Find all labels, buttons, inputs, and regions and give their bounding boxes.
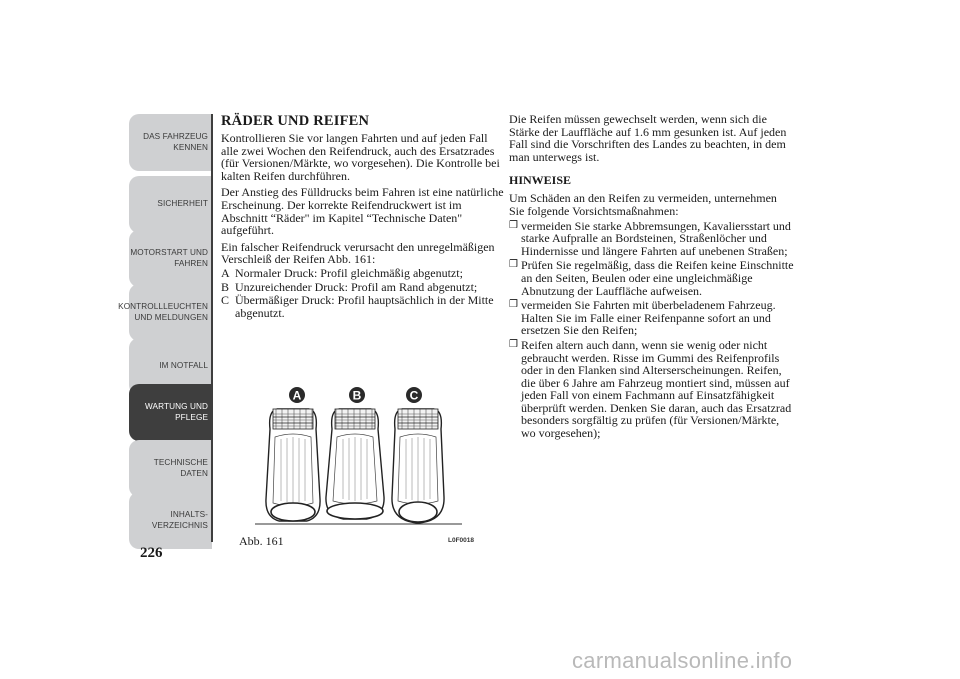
bullet-item [509, 259, 794, 297]
paragraph: Um Schäden an den Reifen zu vermeiden, unternehmen Sie folgende Vorsichtsmaßnahmen: [509, 191, 777, 218]
tab-im-notfall[interactable]: IM NOTFALL [129, 338, 212, 395]
watermark: carmanualsonline.info [572, 648, 793, 673]
bullet-text: vermeiden Sie Fahrten mit überbeladenem Fahrzeug. Halten Sie im Falle einer Reifenpanne sofort an und ersetzen Sie den Reifen; [521, 298, 776, 338]
tab-inhaltsverzeichnis[interactable]: INHALTS- VERZEICHNIS [129, 492, 212, 549]
tab-motorstart-und-fahren[interactable]: MOTORSTART UND FAHREN [129, 230, 212, 287]
bullet-item [509, 299, 794, 337]
list-item-text: Übermäßiger Druck: Profil hauptsächlich in der Mitte abgenutzt. [235, 293, 494, 320]
list-item-text: Normaler Druck: Profil gleichmäßig abgenutzt; [235, 265, 463, 280]
section-heading: RÄDER UND REIFEN [221, 113, 370, 129]
tire-wear-figure [237, 381, 475, 533]
chapter-sidebar [118, 114, 212, 535]
page-number: 226 [140, 545, 163, 561]
tab-wartung-und-pflege[interactable]: WARTUNG UND PFLEGE [129, 384, 212, 441]
checkbox-bullet-icon: ❒ [509, 299, 518, 311]
tab-technische-daten[interactable]: TECHNISCHE DATEN [129, 440, 212, 497]
tire-b-drawing [326, 409, 384, 519]
bullet-text: vermeiden Sie starke Abbremsungen, Kavaliersstart und starke Aufpralle an Bordsteinen, Straßenlöcher und Hindernisse und längere Fahrten auf unebenen Straßen; [521, 218, 791, 258]
list-item [221, 294, 506, 319]
list-item-text: Unzureichender Druck: Profil am Rand abgenutzt; [235, 279, 478, 294]
list-item-key: B [221, 279, 230, 294]
sidebar-divider [211, 114, 213, 542]
tire-c-drawing [392, 409, 444, 523]
subheading: HINWEISE [509, 173, 572, 188]
checkbox-bullet-icon: ❒ [509, 219, 518, 231]
paragraph: Der Anstieg des Fülldrucks beim Fahren ist eine natürliche Erscheinung. Der korrekte Reifendruckwert ist im Abschnitt “Räder" im Kapitel “Technische Daten" aufgeführt. [221, 185, 504, 238]
bullet-item [509, 339, 794, 440]
paragraph: Kontrollieren Sie vor langen Fahrten und auf jeden Fall alle zwei Wochen den Reifendruck, auch des Ersatzrades (für Versionen/Märkte, wo vorgesehen). Die Kontrolle bei kalten Reifen durchführen. [221, 131, 500, 183]
list-item [221, 281, 506, 294]
bullet-text: Prüfen Sie regelmäßig, dass die Reifen keine Einschnitte an den Seiten, Beulen oder eine ungleichmäßige Abnutzung der Lauffläche aufweisen. [521, 258, 794, 298]
list-item-key: A [221, 265, 230, 280]
bullet-text: Reifen altern auch dann, wenn sie wenig oder nicht gebraucht werden. Risse im Gummi des Reifenprofils oder in den Flanken sind Alterserscheinungen. Reifen, die über 6 Jahre am Fahrzeug montiert sind, müssen auf jeden Fall von einem Fachmann auf Einsatzfähigkeit überprüft werden. Denken Sie daran, auch das Ersatzrad besonders sorgfältig zu prüfen (für Versionen/Märkte, wo vorgesehen); [521, 337, 792, 441]
right-column [509, 113, 794, 442]
label-c: C [409, 388, 419, 403]
figure-caption: Abb. 161 [239, 534, 284, 548]
tab-kontrollleuchten[interactable]: KONTROLLLEUCHTEN UND MELDUNGEN [129, 284, 212, 341]
tab-das-fahrzeug-kennen[interactable]: DAS FAHRZEUG KENNEN [129, 114, 212, 171]
label-b: B [352, 388, 362, 403]
left-column [221, 113, 506, 320]
list-item [221, 267, 506, 280]
checkbox-bullet-icon: ❒ [509, 259, 518, 271]
tire-a-drawing [266, 409, 320, 521]
bullet-item [509, 220, 794, 258]
checkbox-bullet-icon: ❒ [509, 338, 518, 350]
label-a: A [292, 388, 302, 403]
tab-sicherheit[interactable]: SICHERHEIT [129, 176, 212, 233]
paragraph: Ein falscher Reifendruck verursacht den unregelmäßigen Verschleiß der Reifen Abb. 161: [221, 239, 495, 267]
paragraph: Die Reifen müssen gewechselt werden, wenn sich die Stärke der Lauffläche auf 1.6 mm gesunken ist. Auf jeden Fall sind die Vorschriften des Landes zu beachten, in dem man unterwegs ist. [509, 112, 787, 164]
figure-code: L0F0018 [448, 537, 475, 544]
list-item-key: C [221, 293, 230, 308]
